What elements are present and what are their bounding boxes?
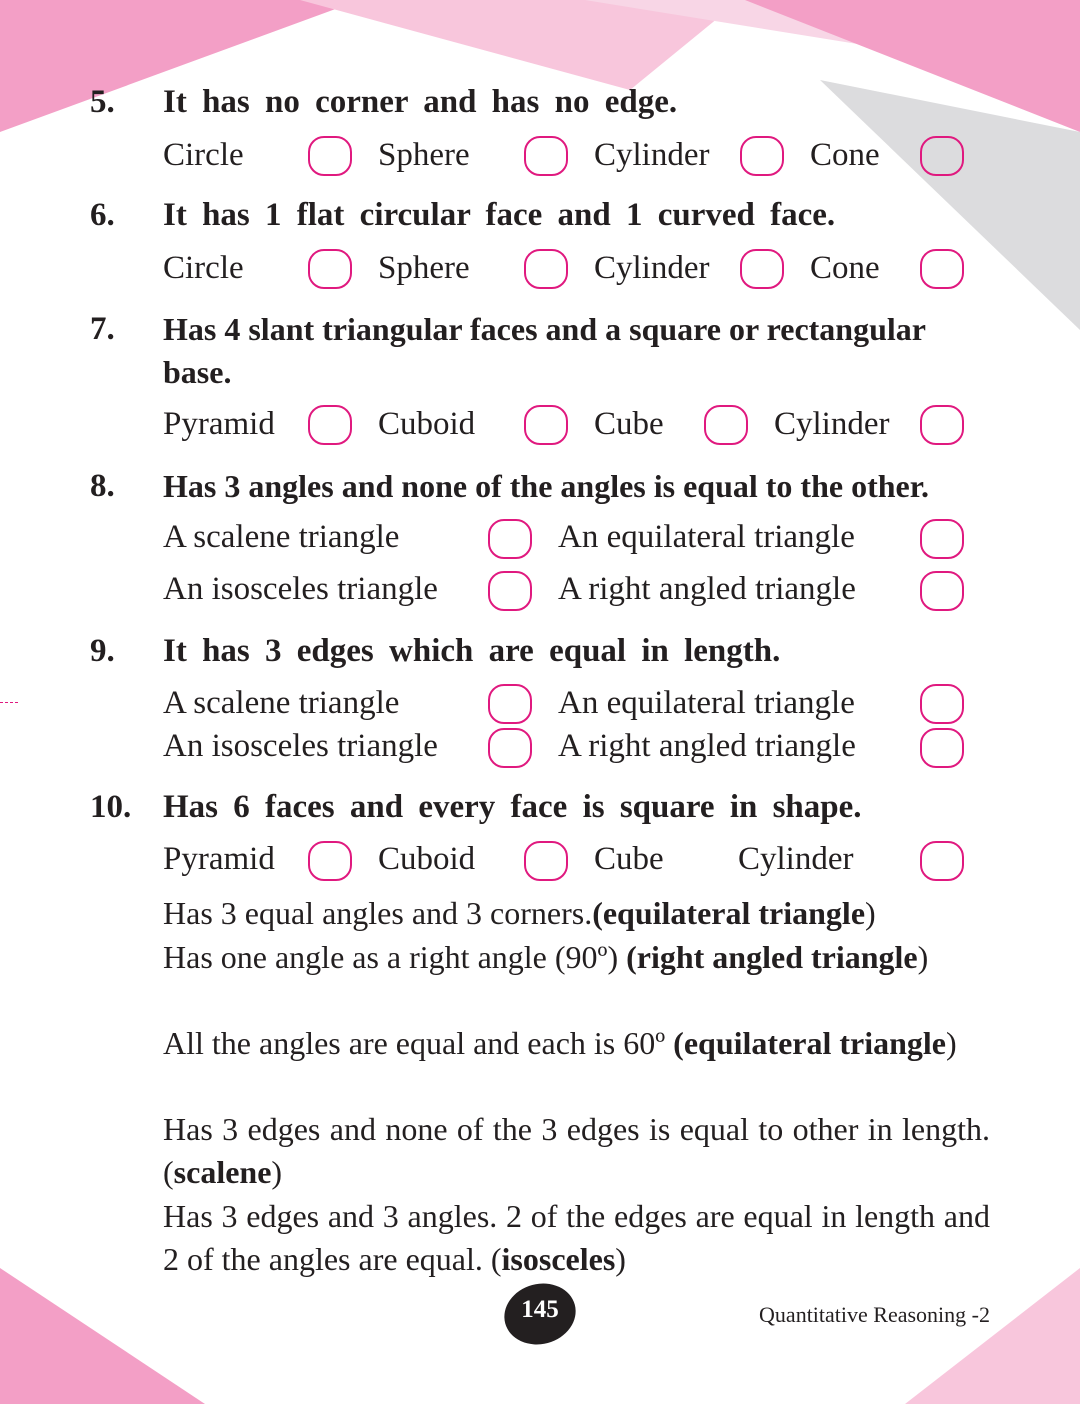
question-10-option-1: Pyramid xyxy=(163,841,275,877)
note-4-answer: scalene xyxy=(173,1154,272,1190)
book-title: Quantitative Reasoning -2 xyxy=(759,1302,990,1327)
question-7-option-4: Cylinder xyxy=(774,406,890,442)
question-5-answer-box-3[interactable] xyxy=(740,136,784,176)
question-6-option-4: Cone xyxy=(810,250,880,286)
question-8-answer-box-4[interactable] xyxy=(920,571,964,611)
question-7-answer-box-4[interactable] xyxy=(920,405,964,445)
question-7-answer-box-2[interactable] xyxy=(524,405,568,445)
question-10-answer-box-4[interactable] xyxy=(920,841,964,881)
question-10-option-4: Cylinder xyxy=(738,841,854,877)
question-7-text: Has 4 slant triangular faces and a square or rectangular base. xyxy=(163,311,926,390)
question-5-answer-box-4[interactable] xyxy=(920,136,964,176)
question-9-answer-box-2[interactable] xyxy=(920,684,964,724)
note-3-text: All the angles are equal and each is 60º xyxy=(163,1025,674,1061)
question-8-text: Has 3 angles and none of the angles is equal to the other. xyxy=(163,468,929,504)
page-number: 145 xyxy=(521,1296,559,1323)
note-4-text: Has 3 edges and none of the 3 edges is equal to other in length. xyxy=(163,1111,990,1147)
question-9-text: It has 3 edges which are equal in length. xyxy=(163,633,781,669)
question-7-answer-box-1[interactable] xyxy=(308,405,352,445)
question-10-number: 10. xyxy=(90,789,132,825)
bottom-left-pink-shape xyxy=(0,1268,205,1404)
question-5-text: It has no corner and has no edge. xyxy=(163,84,678,120)
question-6-answer-box-2[interactable] xyxy=(524,249,568,289)
question-5-option-3: Cylinder xyxy=(594,137,710,173)
question-6-option-2: Sphere xyxy=(378,250,470,286)
note-2-close-paren: ) xyxy=(917,939,929,975)
question-8-option-4: A right angled triangle xyxy=(558,571,856,607)
question-6-option-3: Cylinder xyxy=(594,250,710,286)
right-grey-shape xyxy=(820,80,1080,330)
note-5 xyxy=(163,1195,990,1281)
note-5-text: Has 3 edges and 3 angles. 2 of the edges are equal in length and 2 of the angles are equal. xyxy=(163,1198,990,1277)
question-10-option-3: Cube xyxy=(594,841,664,877)
question-9-option-2: An equilateral triangle xyxy=(558,685,855,721)
question-8-option-3: An isosceles triangle xyxy=(163,571,438,607)
question-6-number: 6. xyxy=(90,197,115,233)
question-7-number: 7. xyxy=(90,311,115,347)
question-10-answer-box-2[interactable] xyxy=(524,841,568,881)
question-8-answer-box-2[interactable] xyxy=(920,519,964,559)
question-9-option-3: An isosceles triangle xyxy=(163,728,438,764)
note-2-answer: right angled triangle xyxy=(636,939,918,975)
note-1-answer: equilateral triangle xyxy=(602,895,866,931)
note-1-close-paren: ) xyxy=(865,895,876,931)
question-9-answer-box-1[interactable] xyxy=(488,684,532,724)
question-6-answer-box-4[interactable] xyxy=(920,249,964,289)
note-4-close-paren: ) xyxy=(271,1154,283,1190)
question-10-text: Has 6 faces and every face is square in shape. xyxy=(163,789,862,825)
question-5-option-1: Circle xyxy=(163,137,244,173)
question-6-answer-box-1[interactable] xyxy=(308,249,352,289)
note-1-open-paren: ( xyxy=(592,895,603,931)
note-3 xyxy=(163,1022,990,1065)
question-5-option-2: Sphere xyxy=(378,137,470,173)
question-5-answer-box-2[interactable] xyxy=(524,136,568,176)
question-10-answer-box-1[interactable] xyxy=(308,841,352,881)
question-9-option-4: A right angled triangle xyxy=(558,728,856,764)
note-1-text: Has 3 equal angles and 3 corners. xyxy=(163,895,593,931)
question-7-option-2: Cuboid xyxy=(378,406,476,442)
question-6-answer-box-3[interactable] xyxy=(740,249,784,289)
question-9-answer-box-4[interactable] xyxy=(920,728,964,768)
margin-dash-mark xyxy=(0,702,18,703)
note-3-answer: equilateral triangle xyxy=(683,1025,946,1061)
question-8-number: 8. xyxy=(90,468,115,504)
note-2-open-paren: ( xyxy=(626,939,637,975)
note-1 xyxy=(163,892,990,935)
question-7-answer-box-3[interactable] xyxy=(704,405,748,445)
question-6-text: It has 1 flat circular face and 1 curved face. xyxy=(163,197,836,233)
bottom-right-light-shape xyxy=(905,1268,1080,1404)
question-5-answer-box-1[interactable] xyxy=(308,136,352,176)
note-2-text: Has one angle as a right angle (90º) xyxy=(163,939,627,975)
question-9-number: 9. xyxy=(90,633,115,669)
question-10-option-2: Cuboid xyxy=(378,841,476,877)
note-3-close-paren: ) xyxy=(946,1025,957,1061)
question-8-option-2: An equilateral triangle xyxy=(558,519,855,555)
note-4-open-paren: ( xyxy=(163,1154,174,1190)
note-4 xyxy=(163,1108,990,1194)
question-5-option-4: Cone xyxy=(810,137,880,173)
note-3-open-paren: ( xyxy=(673,1025,684,1061)
question-5-number: 5. xyxy=(90,84,115,120)
note-2 xyxy=(163,936,990,979)
question-8-answer-box-1[interactable] xyxy=(488,519,532,559)
note-5-open-paren: ( xyxy=(490,1241,502,1277)
question-6-option-1: Circle xyxy=(163,250,244,286)
question-7-option-1: Pyramid xyxy=(163,406,275,442)
question-8-answer-box-3[interactable] xyxy=(488,571,532,611)
question-8-option-1: A scalene triangle xyxy=(163,519,400,555)
question-7-option-3: Cube xyxy=(594,406,664,442)
question-9-answer-box-3[interactable] xyxy=(488,728,532,768)
question-9-option-1: A scalene triangle xyxy=(163,685,400,721)
note-5-close-paren: ) xyxy=(615,1241,626,1277)
note-5-answer: isosceles xyxy=(501,1241,616,1277)
